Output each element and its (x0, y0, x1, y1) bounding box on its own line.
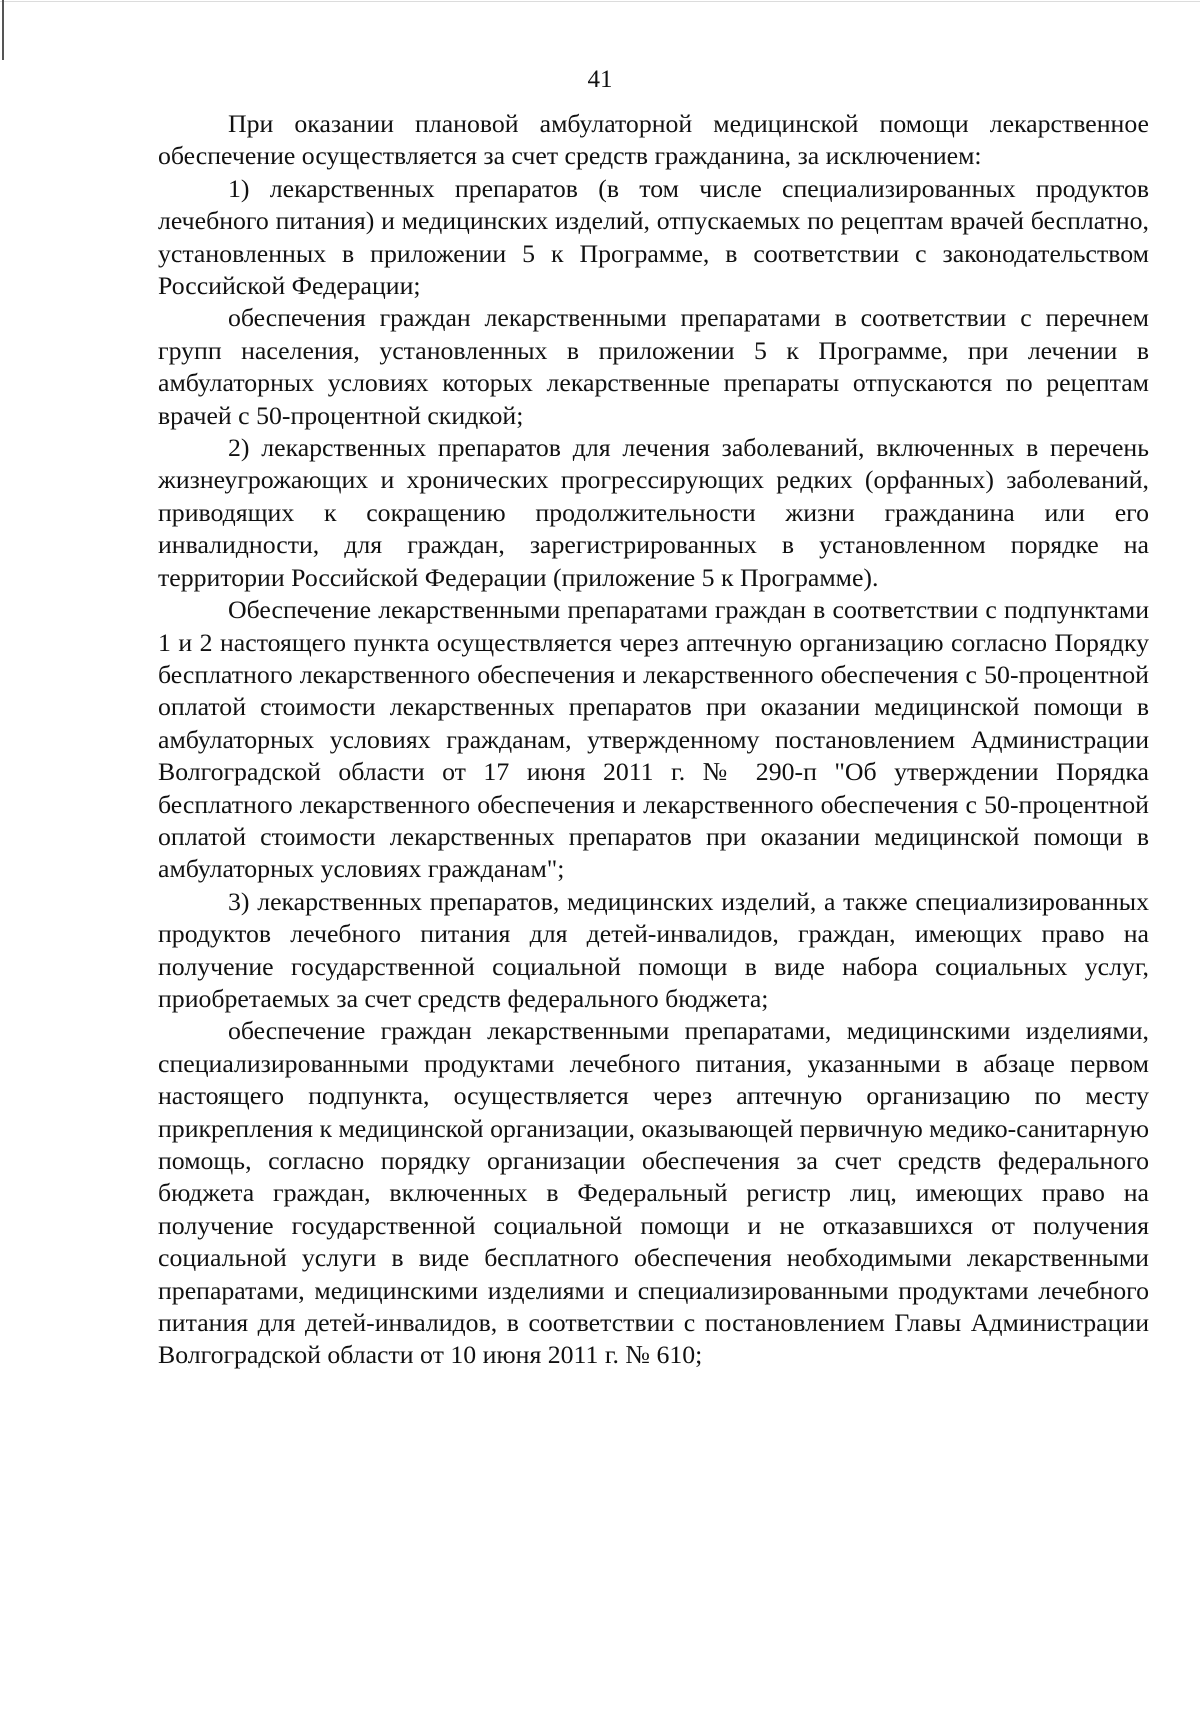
document-body (158, 108, 1149, 1372)
paragraph-item-2: 2) лекарственных препаратов для лечения заболеваний, включенных в перечень жизнеугрожающих и хронических прогрессирующих редких (орфанных) заболеваний, приводящих к сокращению продолжительности жизни гражданина или его инвалидности, для граждан, зарегистрированных в установленном порядке на территории Российской Федерации (приложение 5 к Программе). (158, 433, 1149, 592)
paragraph-item-3-provision: обеспечение граждан лекарственными препаратами, медицинскими изделиями, специализированными продуктами лечебного питания, указанными в абзаце первом настоящего подпункта, осуществляется через аптечную организацию по месту прикрепления к медицинской организации, оказывающей первичную медико-санитарную помощь, согласно порядку организации обеспечения за счет средств федерального бюджета граждан, включенных в Федеральный регистр лиц, имеющих право на получение государственной социальной помощи и не отказавшихся от получения социальной услуги в виде бесплатного обеспечения необходимыми лекарственными препаратами, медицинскими изделиями и специализированными продуктами лечебного питания для детей-инвалидов, в соответствии с постановлением Главы Администрации Волгоградской области от 10 июня 2011 г. № 610; (158, 1016, 1149, 1370)
paragraph-provision-order: Обеспечение лекарственными препаратами граждан в соответствии с подпунктами 1 и 2 настоящего пункта осуществляется через аптечную организацию согласно Порядку бесплатного лекарственного обеспечения и лекарственного обеспечения с 50-процентной оплатой стоимости лекарственных препаратов при оказании медицинской помощи в амбулаторных условиях гражданам, утвержденному постановлением Администрации Волгоградской области от 17 июня 2011 г. № 290-п "Об утверждении Порядка бесплатного лекарственного обеспечения и лекарственного обеспечения с 50-процентной оплатой стоимости лекарственных препаратов при оказании медицинской помощи в амбулаторных условиях гражданам"; (158, 595, 1149, 884)
paragraph-intro: При оказании плановой амбулаторной медицинской помощи лекарственное обеспечение осуществляется за счет средств гражданина, за исключением: (158, 109, 1149, 171)
paragraph-item-1: 1) лекарственных препаратов (в том числе специализированных продуктов лечебного питания) и медицинских изделий, отпускаемых по рецептам врачей бесплатно, установленных в приложении 5 к Программе, в соответствии с законодательством Российской Федерации; (158, 173, 1149, 301)
paragraph-item-3: 3) лекарственных препаратов, медицинских изделий, а также специализированных продуктов лечебного питания для детей-инвалидов, граждан, имеющих право на получение государственной социальной помощи в виде набора социальных услуг, приобретаемых за счет средств федерального бюджета; (158, 886, 1149, 1013)
paragraph-item-1-discount: обеспечения граждан лекарственными препаратами в соответствии с перечнем групп населения, установленных в приложении 5 к Программе, при лечении в амбулаторных условиях которых лекарственные препараты отпускаются по рецептам врачей с 50-процентной скидкой; (158, 303, 1149, 430)
scan-left-edge (2, 0, 4, 60)
scan-top-edge (0, 1, 1200, 2)
page-number: 41 (587, 66, 613, 93)
